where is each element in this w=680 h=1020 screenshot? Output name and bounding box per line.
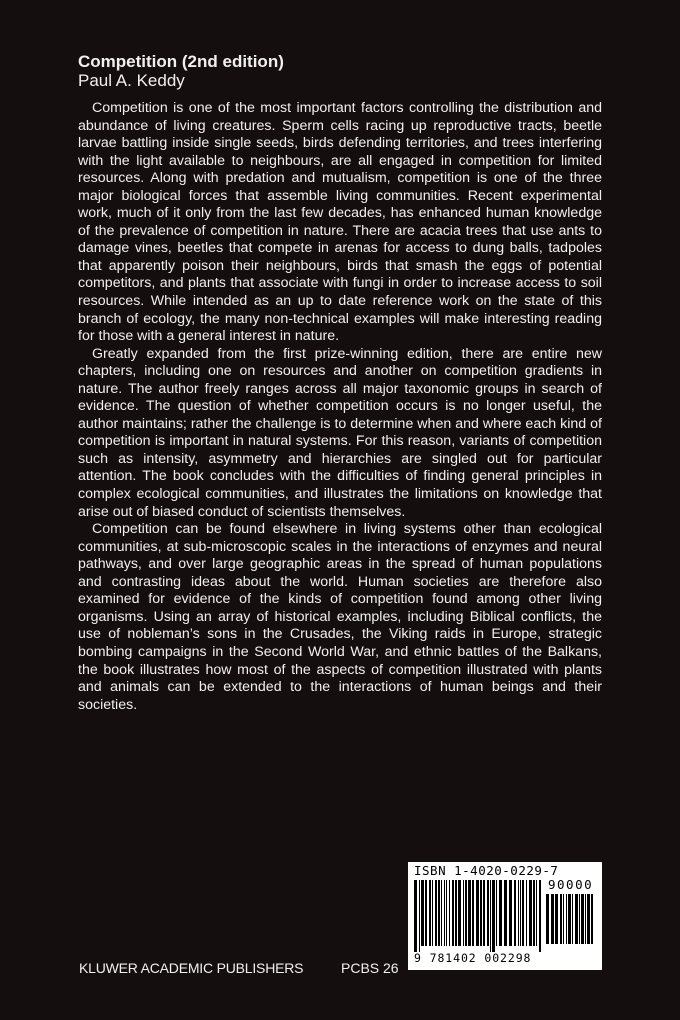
barcode-bar: [522, 880, 524, 946]
barcode-bar: [472, 880, 474, 946]
book-title: Competition (2nd edition): [78, 52, 284, 71]
barcode-bar: [572, 894, 573, 944]
isbn-label: ISBN 1-4020-0229-7: [414, 863, 559, 878]
barcode-bar: [520, 880, 521, 946]
book-author: Paul A. Keddy: [78, 71, 185, 90]
blurb-paragraph-2: Greatly expanded from the first prize-winning edition, there are entire new chapters, including one on resources and another on competition gradients in nature. The author freely ranges across all major taxonomic groups in search of evidence. The question of whether competition occurs is no longer useful, the author maintains; rather the challenge is to determine when and where each kind of competition is important in natural systems. For this reason, variants of competition such as intensity, asymmetry and hierarchies are singled out for particular attention. The book concludes with the difficulties of finding general principles in complex ecological communities, and illustrates the limitations on knowledge that arise out of biased conduct of scientists themselves.: [78, 345, 602, 520]
barcode-bar: [465, 880, 467, 946]
barcode-bar: [581, 894, 584, 944]
barcode-bar: [529, 880, 532, 946]
barcode-bar: [441, 880, 442, 946]
barcode-bar: [546, 894, 549, 944]
barcode-bar: [458, 880, 461, 946]
barcode-bar: [455, 880, 457, 946]
barcode-bar: [563, 894, 564, 944]
barcode-bar: [483, 880, 485, 946]
blurb-paragraph-1: Competition is one of the most important factors controlling the distribution and abundance of living creatures. Sperm cells racing up reproductive tracts, beetle larvae battling inside single seeds, birds defending territories, and trees interfering with the light available to neighbours, are all engaged in competition for limited resources. Along with predation and mutualism, competition is one of the three major biological forces that assemble living communities. Recent experimental work, much of it only from the last few decades, has enhanced human knowledge of the prevalence of competition in nature. There are acacia trees that use ants to damage vines, beetles that compete in arenas for access to dung balls, tadpoles that apparently poison their neighbours, birds that smash the eggs of potential competitors, and plants that associate with fungi in order to increase access to soil resources. While intended as an up to date reference work on the state of this branch of ecology, the many non-technical examples will make interesting reading for those with a general interest in nature.: [78, 100, 602, 345]
barcode-bar: [425, 880, 427, 946]
barcode-bar: [579, 894, 580, 944]
barcode-bar: [566, 894, 567, 944]
barcode-bar: [476, 880, 479, 946]
barcode-bar: [438, 880, 440, 946]
barcode-bar: [585, 894, 586, 944]
barcode-bar: [444, 880, 445, 946]
barcode-bar: [533, 880, 535, 946]
series-code: PCBS 26: [341, 960, 399, 976]
blurb: [78, 100, 602, 714]
barcode-bar: [591, 894, 593, 944]
barcode-bar: [429, 880, 431, 946]
barcode-addon-bars: [546, 894, 598, 952]
barcode-main-bars: [414, 880, 542, 952]
barcode-bar: [432, 880, 433, 946]
barcode-bar: [435, 880, 437, 946]
barcode-bar: [555, 894, 558, 944]
barcode-bar: [526, 880, 527, 946]
barcode-bar: [480, 880, 482, 946]
barcode-bar: [490, 880, 491, 952]
barcode-bar: [518, 880, 519, 946]
barcode-bar: [492, 880, 495, 952]
barcode-bar: [514, 880, 516, 946]
barcode-bar: [452, 880, 454, 946]
barcode-bar: [539, 880, 541, 952]
isbn-barcode: [408, 862, 602, 970]
barcode-bar: [568, 894, 571, 944]
barcode-bar: [449, 880, 450, 946]
publisher-name: KLUWER ACADEMIC PUBLISHERS: [79, 960, 304, 976]
barcode-bar: [551, 894, 554, 944]
barcode-bar: [487, 880, 489, 946]
barcode-bar: [419, 880, 420, 952]
barcode-bar: [499, 880, 502, 946]
barcode-bar: [504, 880, 507, 946]
barcode-bar: [414, 880, 417, 952]
barcode-bar: [536, 880, 537, 946]
barcode-bar: [421, 880, 424, 946]
barcode-bar: [560, 894, 562, 944]
ean-number: 9 781402 002298: [414, 951, 532, 965]
barcode-bar: [446, 880, 447, 946]
barcode-addon-number: 90000: [548, 877, 594, 892]
blurb-paragraph-3: Competition can be found elsewhere in living systems other than ecological communities, at sub-microscopic scales in the interactions of enzymes and neural pathways, and over large geographic areas in the spread of human populations and contrasting ideas about the world. Human societies are therefore also examined for evidence of the kinds of competition found among other living organisms. Using an array of historical examples, including Biblical conflicts, the use of nobleman’s sons in the Crusades, the Viking raids in Europe, strategic bombing campaigns in the Second World War, and ethnic battles of the Balkans, the book illustrates how most of the aspects of competition illustrated with plants and animals can be extended to the interactions of human beings and their societies.: [78, 521, 602, 713]
barcode-bar: [587, 894, 590, 944]
barcode-bar: [509, 880, 512, 946]
barcode-bar: [468, 880, 471, 946]
barcode-bar: [463, 880, 464, 946]
barcode-bar: [496, 880, 497, 946]
barcode-bar: [575, 894, 578, 944]
